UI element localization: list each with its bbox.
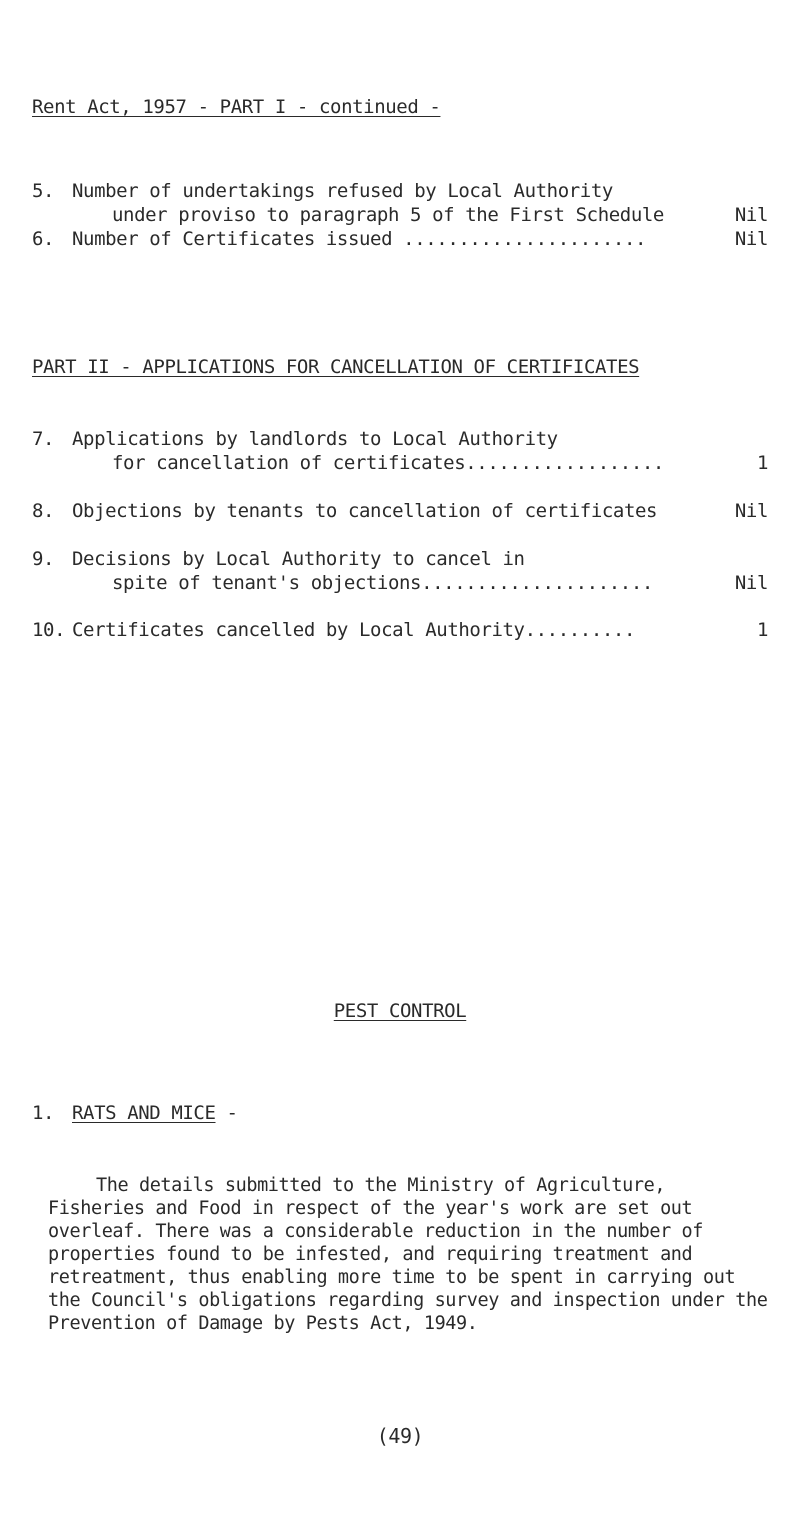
item-text: Certificates cancelled by Local Authority.......... (72, 619, 635, 641)
item-value: Nil (734, 204, 768, 226)
subsection-title: RATS AND MICE (72, 1102, 216, 1124)
item-number: 9. (32, 548, 55, 570)
item-value: 1 (756, 619, 768, 641)
page-number: (49) (376, 1424, 424, 1448)
section-heading-pest-control: PEST CONTROL (333, 1000, 467, 1022)
item-number: 5. (32, 180, 55, 202)
list-item (32, 500, 768, 524)
item-value: 1 (756, 452, 768, 474)
item-text-continued: under proviso to paragraph 5 of the First Schedule (112, 204, 664, 226)
subsection-dash: - (215, 1102, 238, 1124)
list-item (32, 180, 768, 228)
item-text-continued: for cancellation of certificates.................. (112, 452, 664, 474)
item-text: Applications by landlords to Local Authority (72, 428, 558, 450)
item-number: 10. (32, 619, 66, 641)
item-number: 7. (32, 428, 55, 450)
section-heading-part-2: PART II - APPLICATIONS FOR CANCELLATION OF CERTIFICATES (32, 356, 640, 378)
item-number: 6. (32, 228, 55, 250)
subsection-heading (32, 1102, 238, 1124)
item-value: Nil (734, 572, 768, 594)
item-text: Objections by tenants to cancellation of certificates (72, 500, 658, 522)
item-text: Number of Certificates issued ...................... (72, 228, 647, 250)
list-item (32, 548, 768, 596)
list-item (32, 428, 768, 476)
list-item (32, 228, 768, 252)
item-text: Decisions by Local Authority to cancel in (72, 548, 525, 570)
item-number: 8. (32, 500, 55, 522)
subsection-number: 1. (32, 1102, 55, 1124)
item-text-continued: spite of tenant's objections..................... (112, 572, 653, 594)
list-item (32, 619, 768, 643)
item-value: Nil (734, 500, 768, 522)
body-paragraph: The details submitted to the Ministry of Agriculture, Fisheries and Food in respect of the year's work are set out overleaf. There was a considerable reduction in the number of properties found to be infested, and requiring treatment and retreatment, thus enabling more time to be spent in carrying out the Council's obligations regarding survey and inspection under the Prevention of Damage by Pests Act, 1949. (48, 1175, 768, 1334)
item-value: Nil (734, 228, 768, 250)
item-text: Number of undertakings refused by Local Authority (72, 180, 613, 202)
running-header: Rent Act, 1957 - PART I - continued - (32, 96, 441, 118)
